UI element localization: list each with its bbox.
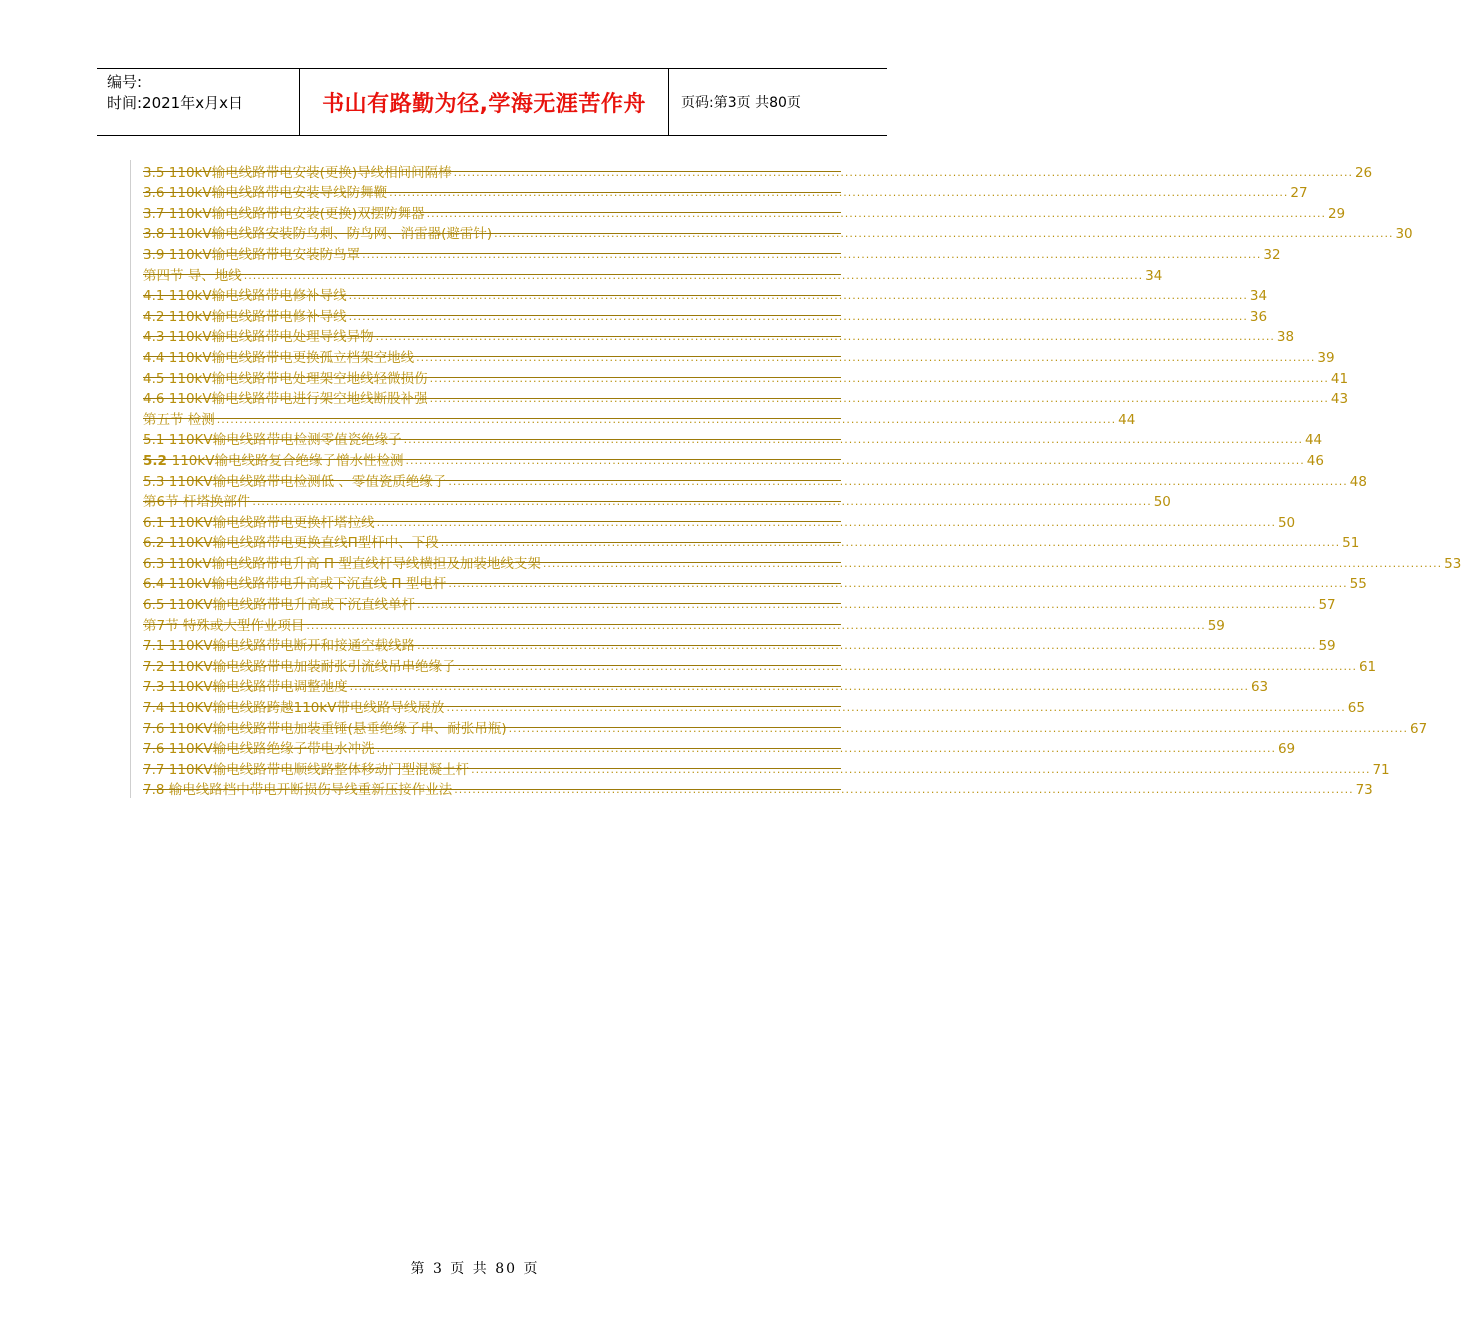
toc-entry[interactable] bbox=[131, 181, 1308, 202]
toc-dot-leader: ........................................................................................................................................................................................................ bbox=[216, 412, 1117, 426]
toc-entry-page: 44 bbox=[1304, 432, 1323, 449]
toc-entry-title bbox=[143, 185, 387, 201]
toc-entry-text: 3.7 110kV输电线路带电安装(更换)双摆防舞器 bbox=[143, 205, 425, 222]
toc-entry[interactable] bbox=[131, 510, 1296, 531]
toc-entry-title bbox=[143, 165, 452, 181]
toc-entry-title bbox=[143, 762, 469, 778]
toc-entry-title bbox=[143, 721, 507, 737]
toc-entry-title bbox=[143, 679, 348, 695]
toc-entry-text: 7.8 输电线路档中带电开断损伤导线重新压接作业法 bbox=[143, 782, 453, 799]
header-page-info: 页码:第3页 共80页 bbox=[681, 95, 801, 111]
toc-entry-page: 34 bbox=[1249, 288, 1268, 305]
toc-dot-leader: ........................................................................................................................................................................................................ bbox=[375, 330, 1275, 344]
toc-entry-page: 26 bbox=[1354, 164, 1373, 181]
page-header bbox=[97, 68, 887, 136]
table-of-contents bbox=[130, 160, 1461, 799]
toc-entry-text: 3.6 110kV输电线路带电安装导线防舞鞭 bbox=[143, 185, 388, 202]
toc-entry-title bbox=[143, 597, 415, 613]
toc-dot-leader: ........................................................................................................................................................................................................ bbox=[426, 206, 1326, 220]
toc-entry-text: 6.1 110KV输电线路带电更换杆塔拉线 bbox=[143, 514, 375, 531]
toc-entry-page: 39 bbox=[1317, 349, 1335, 366]
toc-dot-leader: ........................................................................................................................................................................................................ bbox=[448, 474, 1348, 488]
header-motto: 书山有路勤为径,学海无涯苦作舟 bbox=[299, 69, 669, 135]
toc-dot-leader: ........................................................................................................................................................................................................ bbox=[417, 639, 1317, 653]
toc-entry-text: 第6节 杆塔换部件 bbox=[143, 494, 251, 511]
toc-entry-text: 7.3 110KV输电线路带电调整弛度 bbox=[143, 679, 348, 696]
toc-entry-text: 7.2 110KV输电线路带电加装耐张引流线吊串绝缘子 bbox=[143, 658, 456, 675]
toc-entry-title bbox=[143, 659, 456, 675]
document-time-label: 时间:2021年x月x日 bbox=[107, 94, 243, 112]
toc-entry-page: 63 bbox=[1250, 679, 1269, 696]
toc-dot-leader: ........................................................................................................................................................................................................ bbox=[494, 227, 1394, 241]
toc-entry[interactable] bbox=[131, 407, 1136, 428]
toc-entry[interactable] bbox=[131, 448, 1324, 469]
toc-dot-leader: ........................................................................................................................................................................................................ bbox=[508, 721, 1408, 735]
toc-entry-title bbox=[143, 515, 375, 531]
toc-entry-title bbox=[143, 741, 375, 757]
toc-entry-page: 50 bbox=[1277, 514, 1296, 531]
toc-entry[interactable] bbox=[131, 654, 1377, 675]
toc-entry-title bbox=[143, 247, 360, 263]
page-footer: 第 3 页 共 80 页 bbox=[410, 1261, 540, 1277]
toc-entry-page: 51 bbox=[1342, 535, 1360, 552]
toc-entry-page: 73 bbox=[1355, 782, 1373, 799]
toc-entry-text: 4.2 110kV输电线路带电修补导线 bbox=[143, 308, 347, 325]
toc-entry[interactable] bbox=[131, 695, 1365, 717]
toc-entry[interactable] bbox=[131, 531, 1360, 552]
toc-entry-text: 5.3 110KV输电线路带电检测低 、零值瓷质绝缘子 bbox=[143, 473, 447, 490]
toc-entry-title bbox=[143, 288, 347, 304]
toc-entry-title bbox=[143, 535, 439, 551]
toc-entry-text: 3.9 110kV输电线路带电安装防鸟罩 bbox=[143, 246, 361, 263]
toc-entry-title bbox=[143, 371, 428, 387]
toc-entry-text: 第五节 检测 bbox=[143, 411, 215, 428]
toc-entry[interactable] bbox=[131, 325, 1295, 346]
toc-entry-page: 65 bbox=[1347, 700, 1365, 717]
toc-entry-page: 32 bbox=[1263, 246, 1281, 263]
toc-entry-page: 30 bbox=[1395, 226, 1413, 243]
toc-entry-title bbox=[143, 700, 444, 716]
toc-dot-leader: ........................................................................................................................................................................................................ bbox=[306, 618, 1206, 632]
toc-dot-leader: ........................................................................................................................................................................................................ bbox=[453, 165, 1353, 179]
toc-entry-title bbox=[143, 494, 250, 510]
toc-entry-page: 44 bbox=[1118, 411, 1136, 428]
toc-entry[interactable] bbox=[131, 490, 1171, 511]
toc-entry-title bbox=[143, 329, 374, 345]
toc-dot-leader: ........................................................................................................................................................................................................ bbox=[457, 659, 1357, 673]
toc-dot-leader: ........................................................................................................................................................................................................ bbox=[454, 783, 1354, 797]
toc-entry-page: 38 bbox=[1276, 329, 1295, 346]
toc-entry-page: 36 bbox=[1249, 308, 1268, 325]
toc-dot-leader: ........................................................................................................................................................................................................ bbox=[348, 289, 1248, 303]
toc-dot-leader: ........................................................................................................................................................................................................ bbox=[471, 762, 1371, 776]
toc-dot-leader: ........................................................................................................................................................................................................ bbox=[542, 556, 1443, 570]
toc-entry-page: 69 bbox=[1277, 741, 1296, 758]
toc-entry-title bbox=[143, 309, 347, 325]
toc-dot-leader: ........................................................................................................................................................................................................ bbox=[440, 536, 1341, 550]
toc-dot-leader: ........................................................................................................................................................................................................ bbox=[429, 392, 1329, 406]
toc-dot-leader: ........................................................................................................................................................................................................ bbox=[446, 701, 1346, 715]
header-meta bbox=[97, 69, 299, 135]
toc-dot-leader: ........................................................................................................................................................................................................ bbox=[362, 247, 1262, 261]
toc-entry-page: 34 bbox=[1145, 267, 1163, 284]
toc-entry-page: 48 bbox=[1349, 473, 1367, 490]
toc-dot-leader: ........................................................................................................................................................................................................ bbox=[252, 495, 1152, 509]
toc-entry-page: 29 bbox=[1327, 205, 1346, 222]
toc-entry[interactable] bbox=[131, 737, 1296, 758]
toc-entry-text: 5.1 110KV输电线路带电检测零值瓷绝缘子 bbox=[143, 432, 402, 449]
toc-entry[interactable] bbox=[131, 551, 1461, 572]
toc-entry-title bbox=[143, 782, 452, 798]
toc-entry-text: 7.6 110KV输电线路绝缘子带电水冲洗 bbox=[143, 741, 375, 758]
toc-entry-text: 7.1 110KV输电线路带电断开和接通空载线路 bbox=[143, 638, 416, 655]
toc-entry[interactable] bbox=[131, 160, 1373, 181]
toc-entry-text: 7.6 110KV输电线路带电加装重锤(悬垂绝缘子串、耐张吊瓶) bbox=[143, 720, 507, 737]
toc-entry-text: 6.4 110kV输电线路带电升高或下沉直线 Π 型电杆 bbox=[143, 576, 447, 593]
toc-entry-title bbox=[143, 618, 304, 634]
document-number-label: 编号: bbox=[107, 73, 143, 91]
toc-entry[interactable] bbox=[131, 757, 1390, 778]
toc-entry-page: 53 bbox=[1444, 555, 1461, 572]
toc-entry-title bbox=[143, 206, 425, 222]
toc-entry-title bbox=[143, 432, 402, 448]
toc-entry[interactable] bbox=[131, 469, 1367, 490]
toc-entry-page: 46 bbox=[1306, 452, 1324, 469]
toc-entry[interactable] bbox=[131, 366, 1349, 387]
toc-entry-text: 4.6 110kV输电线路带电进行架空地线断股补强 bbox=[143, 391, 428, 408]
toc-entry-text: 第四节 导、地线 bbox=[143, 267, 242, 284]
toc-dot-leader: ........................................................................................................................................................................................................ bbox=[376, 742, 1276, 756]
toc-entry-page: 61 bbox=[1358, 658, 1377, 675]
toc-entry-text: 第7节 特殊或大型作业项目 bbox=[143, 617, 305, 634]
toc-entry[interactable] bbox=[131, 634, 1336, 655]
toc-entry-page: 67 bbox=[1409, 720, 1428, 737]
toc-entry-text: 110kV输电线路复合绝缘子憎水性检测 bbox=[171, 452, 404, 469]
toc-entry[interactable] bbox=[131, 613, 1225, 634]
toc-entry[interactable] bbox=[131, 778, 1373, 799]
toc-dot-leader: ........................................................................................................................................................................................................ bbox=[376, 515, 1276, 529]
toc-entry-title bbox=[143, 453, 403, 469]
toc-dot-leader: ........................................................................................................................................................................................................ bbox=[243, 268, 1144, 282]
toc-entry-page: 59 bbox=[1207, 617, 1225, 634]
toc-entry-text: 6.3 110kV输电线路带电升高 Π 型直线杆导线横担及加装地线支架 bbox=[143, 555, 541, 572]
toc-entry-page: 59 bbox=[1318, 638, 1336, 655]
toc-entry[interactable] bbox=[131, 201, 1346, 222]
toc-entry-title bbox=[143, 638, 415, 654]
toc-dot-leader: ........................................................................................................................................................................................................ bbox=[448, 577, 1348, 591]
toc-dot-leader: ........................................................................................................................................................................................................ bbox=[348, 309, 1248, 323]
toc-entry[interactable] bbox=[131, 716, 1428, 737]
toc-entry-text: 6.5 110KV输电线路带电升高或下沉直线单杆 bbox=[143, 597, 416, 614]
toc-entry-text: 4.3 110kV输电线路带电处理导线异物 bbox=[143, 329, 374, 346]
toc-entry-title bbox=[143, 474, 446, 490]
toc-entry[interactable] bbox=[131, 242, 1281, 263]
toc-entry-text: 4.5 110kV输电线路带电处理架空地线轻微损伤 bbox=[143, 370, 428, 387]
toc-entry-page: 57 bbox=[1318, 597, 1336, 614]
toc-entry-title bbox=[143, 576, 446, 592]
toc-entry[interactable] bbox=[131, 572, 1367, 593]
toc-entry[interactable] bbox=[131, 284, 1268, 305]
toc-entry-text: 6.2 110KV输电线路带电更换直线Π型杆中、下段 bbox=[143, 535, 439, 552]
toc-entry[interactable] bbox=[131, 222, 1413, 243]
toc-entry-title bbox=[143, 350, 414, 366]
toc-dot-leader: ........................................................................................................................................................................................................ bbox=[417, 598, 1317, 612]
toc-dot-leader: ........................................................................................................................................................................................................ bbox=[389, 186, 1289, 200]
toc-entry-text: 3.8 110kV输电线路安装防鸟刺、防鸟网、消雷器(避雷针) bbox=[143, 226, 493, 243]
toc-entry-title bbox=[143, 391, 428, 407]
toc-entry-text: 3.5 110kV输电线路带电安装(更换)导线相间间隔棒 bbox=[143, 164, 452, 181]
toc-dot-leader: ........................................................................................................................................................................................................ bbox=[403, 433, 1303, 447]
toc-entry-page: 27 bbox=[1290, 185, 1308, 202]
toc-entry-title bbox=[143, 556, 541, 572]
toc-entry-page: 43 bbox=[1330, 391, 1349, 408]
toc-dot-leader: ........................................................................................................................................................................................................ bbox=[405, 453, 1305, 467]
toc-dot-leader: ........................................................................................................................................................................................................ bbox=[416, 350, 1316, 364]
toc-entry-page: 71 bbox=[1372, 761, 1390, 778]
toc-entry-title bbox=[143, 268, 242, 284]
toc-entry[interactable] bbox=[131, 345, 1335, 366]
toc-entry-title bbox=[143, 412, 215, 428]
toc-entry-text: 7.7 110KV输电线路带电顺线路整体移动门型混凝土杆 bbox=[143, 761, 470, 778]
toc-entry[interactable] bbox=[131, 675, 1269, 696]
toc-dot-leader: ........................................................................................................................................................................................................ bbox=[429, 371, 1329, 385]
toc-entry-page: 50 bbox=[1153, 494, 1171, 511]
toc-entry[interactable] bbox=[131, 304, 1268, 325]
toc-entry-text: 7.4 110KV输电线路跨越110kV带电线路导线展放 bbox=[143, 700, 445, 717]
toc-dot-leader: ........................................................................................................................................................................................................ bbox=[349, 680, 1249, 694]
toc-entry-text: 4.4 110kV输电线路带电更换孤立档架空地线 bbox=[143, 349, 415, 366]
toc-entry-page: 55 bbox=[1349, 576, 1367, 593]
toc-entry-title bbox=[143, 226, 492, 242]
toc-entry-page: 41 bbox=[1330, 370, 1349, 387]
toc-entry[interactable] bbox=[131, 428, 1323, 449]
toc-entry-number: 5.2 bbox=[143, 452, 172, 469]
toc-entry[interactable] bbox=[131, 387, 1349, 408]
toc-entry[interactable] bbox=[131, 592, 1336, 614]
toc-entry-text: 4.1 110kV输电线路带电修补导线 bbox=[143, 288, 347, 305]
toc-entry[interactable] bbox=[131, 263, 1163, 284]
